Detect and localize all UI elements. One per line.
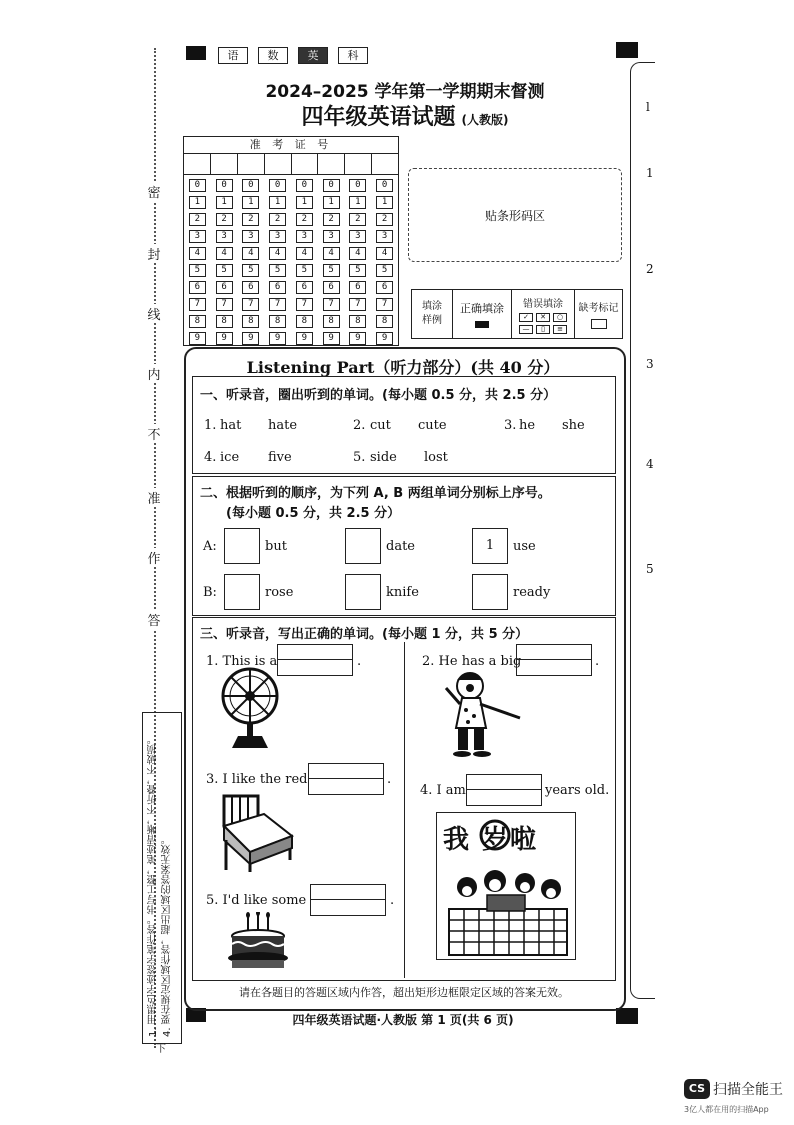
- digit-bubble[interactable]: 9: [323, 332, 340, 345]
- seal-char: 线: [142, 304, 166, 323]
- digit-bubble[interactable]: 9: [216, 332, 233, 345]
- seal-char: 封: [142, 244, 166, 263]
- digit-bubble[interactable]: 6: [189, 281, 206, 294]
- bed-picture: [220, 794, 294, 872]
- digit-bubble[interactable]: 7: [296, 298, 313, 311]
- subject-box: 语: [218, 47, 248, 64]
- digit-bubble[interactable]: 9: [349, 332, 366, 345]
- correct-fill-icon: [475, 321, 489, 328]
- subject-box: 数: [258, 47, 288, 64]
- digit-bubble[interactable]: 1: [349, 196, 366, 209]
- digit-bubble[interactable]: 6: [242, 281, 259, 294]
- word-option[interactable]: side: [370, 450, 397, 465]
- answer-line-2[interactable]: [516, 644, 592, 676]
- digit-bubble[interactable]: 3: [216, 230, 233, 243]
- row-label: A:: [203, 539, 217, 554]
- period: .: [387, 772, 392, 787]
- digit-bubble[interactable]: 8: [269, 315, 286, 328]
- seal-char: 内: [142, 364, 166, 383]
- digit-bubble[interactable]: 4: [349, 247, 366, 260]
- digit-bubble[interactable]: 0: [296, 179, 313, 192]
- digit-bubble[interactable]: 9: [269, 332, 286, 345]
- answer-area-footnote: 请在各题目的答题区域内作答，超出矩形边框限定区域的答案无效。: [239, 986, 569, 999]
- digit-bubble[interactable]: 0: [189, 179, 206, 192]
- period: .: [595, 654, 600, 669]
- digit-bubble[interactable]: 1: [296, 196, 313, 209]
- next-page-edge: [630, 62, 655, 999]
- next-page-number: 4: [646, 457, 654, 471]
- exam-number-column: [264, 179, 291, 349]
- item-number: 2.: [353, 418, 366, 433]
- word-option[interactable]: ice: [220, 450, 240, 465]
- digit-bubble[interactable]: 2: [376, 213, 393, 226]
- order-box[interactable]: 1: [472, 528, 508, 564]
- word-option[interactable]: lost: [424, 450, 448, 465]
- digit-bubble[interactable]: 4: [269, 247, 286, 260]
- answer-line-4[interactable]: [466, 774, 542, 806]
- order-box[interactable]: [345, 528, 381, 564]
- digit-bubble[interactable]: 1: [216, 196, 233, 209]
- digit-bubble[interactable]: 7: [376, 298, 393, 311]
- exam-number-write-row[interactable]: [184, 154, 398, 175]
- digit-bubble[interactable]: 6: [376, 281, 393, 294]
- digit-bubble[interactable]: 2: [216, 213, 233, 226]
- digit-bubble[interactable]: 5: [242, 264, 259, 277]
- digit-bubble[interactable]: 1: [189, 196, 206, 209]
- word-option[interactable]: hate: [268, 418, 298, 433]
- order-word: ready: [513, 585, 551, 600]
- subject-box: 科: [338, 47, 368, 64]
- digit-bubble[interactable]: 0: [376, 179, 393, 192]
- exam-number-column: [238, 179, 265, 349]
- camscanner-logo-icon: CS: [684, 1079, 710, 1099]
- digit-bubble[interactable]: 6: [349, 281, 366, 294]
- digit-bubble[interactable]: 8: [189, 315, 206, 328]
- word-option[interactable]: she: [562, 418, 585, 433]
- legend-absent: 缺考标记: [575, 290, 622, 338]
- next-page-number: 1: [646, 166, 654, 180]
- digit-bubble[interactable]: 1: [242, 196, 259, 209]
- answer-line-3[interactable]: [308, 763, 384, 795]
- digit-bubble[interactable]: 0: [323, 179, 340, 192]
- digit-bubble[interactable]: 5: [269, 264, 286, 277]
- question-2-text: 2. He has a big: [422, 654, 522, 669]
- word-option[interactable]: five: [268, 450, 292, 465]
- digit-bubble[interactable]: 9: [189, 332, 206, 345]
- digit-bubble[interactable]: 3: [349, 230, 366, 243]
- order-box[interactable]: [224, 528, 260, 564]
- fill-legend: [411, 289, 623, 339]
- notes-caption: 下: [156, 1044, 166, 1055]
- question-3-text: 3. I like the red: [206, 772, 308, 787]
- word-option[interactable]: hat: [220, 418, 242, 433]
- question-5-text: 5. I'd like some: [206, 893, 307, 908]
- digit-bubble[interactable]: 6: [323, 281, 340, 294]
- digit-bubble[interactable]: 2: [296, 213, 313, 226]
- period: .: [357, 654, 362, 669]
- next-page-number: 2: [646, 262, 654, 276]
- word-option[interactable]: cut: [370, 418, 391, 433]
- digit-bubble[interactable]: 4: [189, 247, 206, 260]
- digit-bubble[interactable]: 5: [323, 264, 340, 277]
- digit-bubble[interactable]: 5: [216, 264, 233, 277]
- digit-bubble[interactable]: 1: [269, 196, 286, 209]
- order-word: rose: [265, 585, 294, 600]
- answer-line-1[interactable]: [277, 644, 353, 676]
- digit-bubble[interactable]: 9: [376, 332, 393, 345]
- digit-bubble[interactable]: 8: [323, 315, 340, 328]
- exam-number-label: 准 考 证 号: [184, 137, 398, 154]
- digit-bubble[interactable]: 9: [242, 332, 259, 345]
- listening-part-title: Listening Part（听力部分）(共 40 分）: [246, 358, 560, 377]
- section-3-heading: 三、听录音，写出正确的单词。(每小题 1 分，共 5 分）: [200, 627, 529, 642]
- digit-bubble[interactable]: 2: [349, 213, 366, 226]
- exam-number-column: [184, 179, 211, 349]
- next-page-marker: l: [646, 100, 650, 114]
- digit-bubble[interactable]: 4: [376, 247, 393, 260]
- word-option[interactable]: he: [519, 418, 536, 433]
- digit-bubble[interactable]: 3: [269, 230, 286, 243]
- digit-bubble[interactable]: 1: [323, 196, 340, 209]
- digit-bubble[interactable]: 5: [376, 264, 393, 277]
- order-word: date: [386, 539, 415, 554]
- section-2-subheading: (每小题 0.5 分，共 2.5 分）: [226, 506, 401, 521]
- exam-term-title: 2024–2025 学年第一学期期末督测: [265, 82, 545, 102]
- exam-number-grid: [183, 136, 399, 346]
- digit-bubble[interactable]: 3: [376, 230, 393, 243]
- answer-line-5[interactable]: [310, 884, 386, 916]
- row-label: B:: [203, 585, 217, 600]
- digit-bubble[interactable]: 4: [216, 247, 233, 260]
- subject-boxes: [218, 47, 378, 64]
- legend-correct: 正确填涂: [453, 290, 512, 338]
- digit-bubble[interactable]: 1: [376, 196, 393, 209]
- item-number: 3.: [504, 418, 517, 433]
- digit-bubble[interactable]: 7: [216, 298, 233, 311]
- subject-box: 英: [298, 47, 328, 64]
- digit-bubble[interactable]: 5: [189, 264, 206, 277]
- digit-bubble[interactable]: 2: [323, 213, 340, 226]
- question-1-text: 1. This is a: [206, 654, 278, 669]
- digit-bubble[interactable]: 4: [296, 247, 313, 260]
- exam-number-bubbles[interactable]: [184, 175, 398, 349]
- seal-char: 密: [142, 182, 166, 201]
- exam-number-column: [291, 179, 318, 349]
- barcode-area: 贴条形码区: [408, 168, 622, 262]
- seal-char: 准: [142, 488, 166, 507]
- order-box[interactable]: [345, 574, 381, 610]
- digit-bubble[interactable]: 3: [323, 230, 340, 243]
- digit-bubble[interactable]: 7: [189, 298, 206, 311]
- digit-bubble[interactable]: 9: [296, 332, 313, 345]
- order-word: but: [265, 539, 287, 554]
- clown-picture: [440, 668, 526, 758]
- digit-bubble[interactable]: 0: [269, 179, 286, 192]
- item-number: 5.: [353, 450, 366, 465]
- digit-bubble[interactable]: 8: [296, 315, 313, 328]
- poster-text: 我 岁啦: [443, 825, 539, 855]
- order-box[interactable]: [472, 574, 508, 610]
- seal-char: 不: [142, 424, 166, 443]
- digit-bubble[interactable]: 6: [216, 281, 233, 294]
- section-3-divider: [404, 642, 405, 978]
- exam-number-column: [345, 179, 372, 349]
- digit-bubble[interactable]: 0: [242, 179, 259, 192]
- digit-bubble[interactable]: 4: [323, 247, 340, 260]
- order-word: use: [513, 539, 536, 554]
- fan-picture: [218, 666, 282, 752]
- item-number: 1.: [204, 418, 217, 433]
- digit-bubble[interactable]: 8: [376, 315, 393, 328]
- digit-bubble[interactable]: 4: [242, 247, 259, 260]
- exam-number-column: [318, 179, 345, 349]
- section-1-heading: 一、听录音，圈出听到的单词。(每小题 0.5 分，共 2.5 分）: [200, 388, 557, 403]
- order-box[interactable]: [224, 574, 260, 610]
- exam-number-column: [211, 179, 238, 349]
- digit-bubble[interactable]: 7: [269, 298, 286, 311]
- legend-sample-label: 填涂样例: [412, 290, 453, 338]
- digit-bubble[interactable]: 5: [349, 264, 366, 277]
- notes-text: 1. 用黑色字迹签字笔作答。书写工整，笔迹清晰，不折叠，不破损。 4. 要在规定区域作答，超出区域的答案无效。: [148, 734, 173, 1037]
- question-4-text: 4. I am: [420, 783, 466, 798]
- seal-char: 作: [142, 548, 166, 567]
- section-2-heading: 二、根据听到的顺序，为下列 A, B 两组单词分别标上序号。: [200, 486, 551, 501]
- digit-bubble[interactable]: 8: [349, 315, 366, 328]
- digit-bubble[interactable]: 6: [269, 281, 286, 294]
- seal-char: 答: [142, 610, 166, 629]
- registration-mark-top-right: [616, 42, 638, 58]
- digit-bubble[interactable]: 2: [269, 213, 286, 226]
- digit-bubble[interactable]: 7: [323, 298, 340, 311]
- digit-bubble[interactable]: 0: [216, 179, 233, 192]
- digit-bubble[interactable]: 2: [189, 213, 206, 226]
- birthday-poster: [436, 812, 576, 960]
- digit-bubble[interactable]: 0: [349, 179, 366, 192]
- question-4-suffix: years old.: [545, 783, 610, 798]
- digit-bubble[interactable]: 5: [296, 264, 313, 277]
- camscanner-name: 扫描全能王: [713, 1082, 783, 1098]
- page-footer: 四年级英语试题·人教版 第 1 页(共 6 页): [292, 1013, 514, 1027]
- digit-bubble[interactable]: 3: [242, 230, 259, 243]
- period: .: [390, 893, 395, 908]
- digit-bubble[interactable]: 7: [349, 298, 366, 311]
- legend-wrong: 错误填涂 ✓ ✕ ○ — ▯ ≡: [512, 290, 575, 338]
- digit-bubble[interactable]: 8: [242, 315, 259, 328]
- exam-number-column: [371, 179, 398, 349]
- order-word: knife: [386, 585, 419, 600]
- absent-mark-box[interactable]: [591, 319, 607, 329]
- camscanner-tagline: 3亿人都在用的扫描App: [684, 1105, 769, 1114]
- digit-bubble[interactable]: 6: [296, 281, 313, 294]
- next-page-number: 3: [646, 357, 654, 371]
- digit-bubble[interactable]: 2: [242, 213, 259, 226]
- digit-bubble[interactable]: 8: [216, 315, 233, 328]
- registration-mark-top-left: [186, 46, 206, 60]
- notes-box: [142, 712, 182, 1044]
- next-page-number: 5: [646, 562, 654, 576]
- digit-bubble[interactable]: 3: [296, 230, 313, 243]
- digit-bubble[interactable]: 3: [189, 230, 206, 243]
- cake-picture: [226, 912, 290, 972]
- wrong-fill-icons: ✓ ✕ ○: [519, 313, 567, 322]
- word-option[interactable]: cute: [418, 418, 447, 433]
- exam-title: 四年级英语试题 (人教版): [301, 105, 509, 130]
- item-number: 4.: [204, 450, 217, 465]
- digit-bubble[interactable]: 7: [242, 298, 259, 311]
